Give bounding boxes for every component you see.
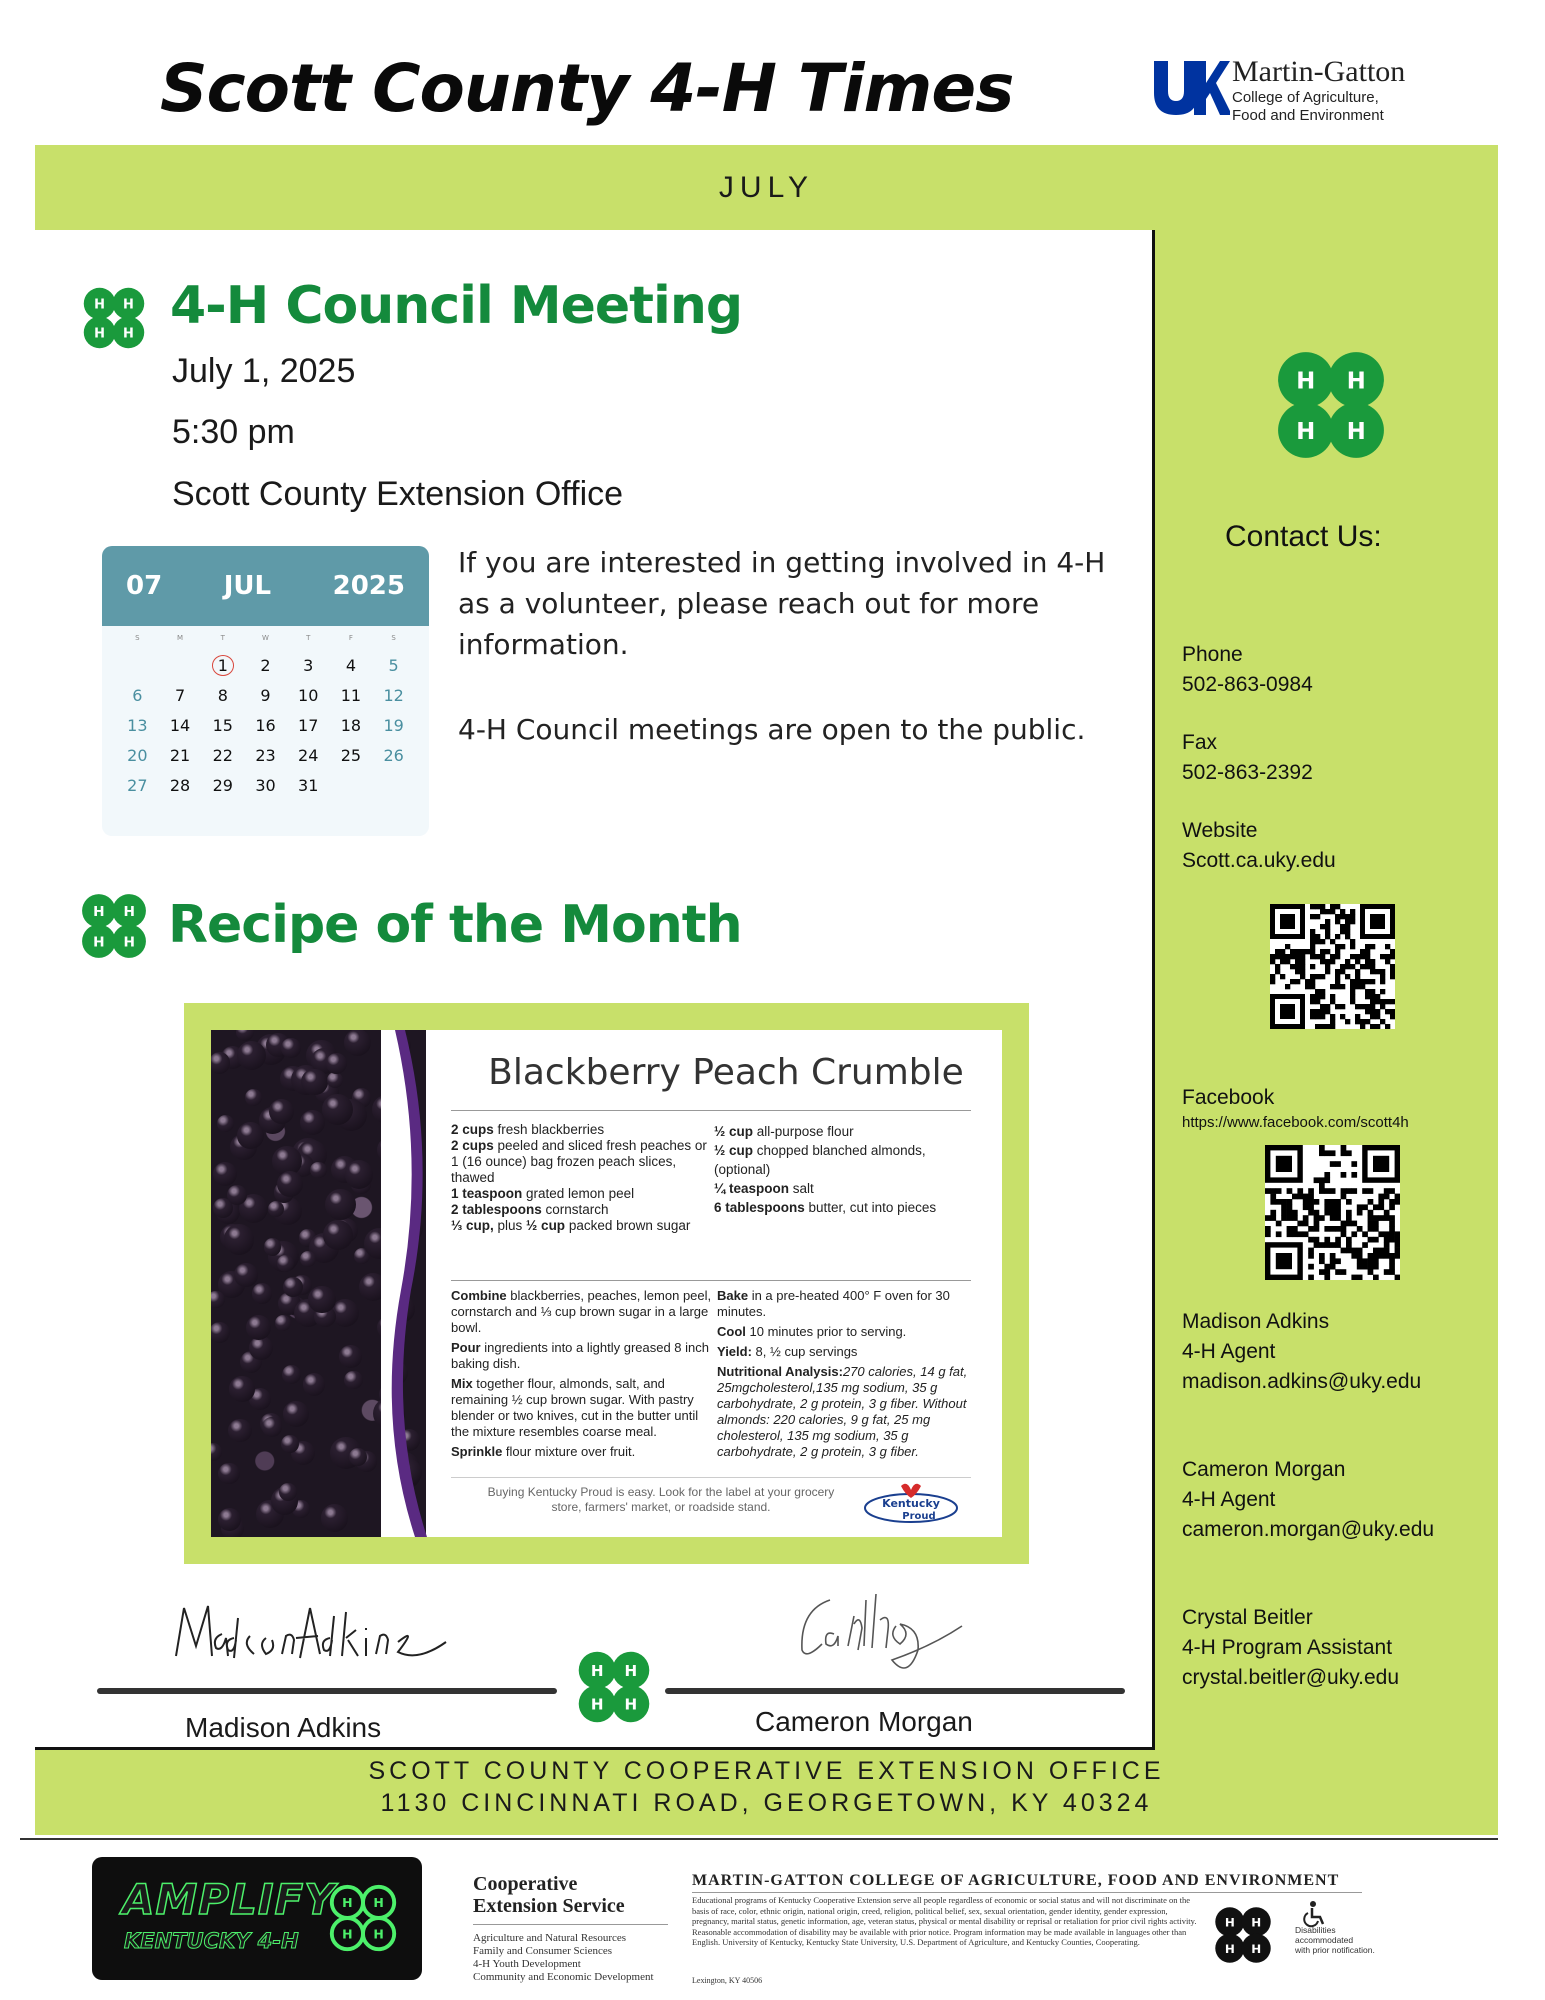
- berry-drupelet: [237, 1041, 266, 1070]
- calendar-day: 8: [217, 686, 228, 705]
- ingredient: ⅓ cup, plus: [451, 1218, 527, 1233]
- calendar-day: 30: [255, 776, 276, 795]
- website-qr-code[interactable]: [1270, 904, 1395, 1029]
- recipe-step: Yield: 8, ½ cup servings: [717, 1344, 858, 1359]
- facebook-label: Facebook: [1182, 1086, 1275, 1109]
- disabilities-note: [1295, 1925, 1375, 1955]
- signature-line-left: [97, 1688, 557, 1694]
- berry-drupelet: [264, 1238, 281, 1255]
- calendar-day: 7: [174, 686, 186, 705]
- calendar-weekday: T: [306, 634, 311, 642]
- recipe-step: Bake in a pre-heated 400° F oven for 30 minutes.: [717, 1288, 950, 1319]
- calendar-day: 5: [388, 656, 399, 675]
- berry-drupelet: [211, 1052, 230, 1073]
- dis-line3: with prior notification.: [1295, 1945, 1375, 1955]
- meeting-date: July 1, 2025: [172, 352, 356, 390]
- berry-drupelet: [246, 1315, 271, 1340]
- berry-drupelet: [218, 1463, 240, 1485]
- calendar-day: 16: [255, 716, 276, 735]
- berry-drupelet: [236, 1030, 254, 1041]
- ces-rule: [473, 1924, 668, 1925]
- recipe-step: Combine blackberries, peaches, lemon peel, cornstarch and ⅓ cup brown sugar in a large bowl.: [451, 1288, 712, 1335]
- calendar-day: 20: [127, 746, 148, 765]
- nutrition-label: Nutritional Analysis:: [717, 1364, 843, 1379]
- svg-text:H: H: [123, 904, 135, 921]
- ces-program: 4-H Youth Development: [473, 1958, 581, 1970]
- dis-line1: Disabilities: [1295, 1925, 1336, 1935]
- contact-facebook: [1182, 1083, 1409, 1133]
- open-meeting-paragraph: 4-H Council meetings are open to the public.: [458, 713, 1086, 746]
- calendar-weekday: F: [348, 634, 353, 642]
- calendar-day: [159, 654, 202, 678]
- svg-text:H: H: [342, 1895, 353, 1911]
- volunteer-paragraph: If you are interested in getting involved in 4-H as a volunteer, please reach out for more information.: [458, 546, 1106, 661]
- recipe-title: Blackberry Peach Crumble: [488, 1052, 964, 1093]
- berry-drupelet: [281, 1435, 299, 1453]
- ky-proud-word-2: Proud: [902, 1511, 936, 1522]
- svg-text:H: H: [1224, 1915, 1235, 1930]
- svg-text:H: H: [93, 934, 105, 951]
- ingredient: 2 cups peeled and sliced fresh peaches or 1 (16 ounce) bag frozen peach slices, thawed: [451, 1138, 707, 1185]
- meeting-location: Scott County Extension Office: [172, 475, 624, 513]
- svg-text:H: H: [624, 1662, 638, 1681]
- calendar-day: 31: [298, 776, 319, 795]
- berry-drupelet: [344, 1030, 371, 1056]
- svg-text:H: H: [94, 297, 106, 313]
- berry-drupelet: [224, 1224, 254, 1254]
- svg-text:H: H: [1346, 368, 1366, 395]
- person-role: 4-H Agent: [1182, 1488, 1276, 1511]
- signature-name-right: Cameron Morgan: [755, 1706, 973, 1737]
- calendar-weekday: T: [220, 634, 225, 642]
- ky-proud-word-1: Kentucky: [882, 1497, 940, 1510]
- calendar-day: 17: [298, 716, 319, 735]
- calendar-day: 15: [212, 716, 233, 735]
- recipe-section-title: Recipe of the Month: [168, 895, 742, 955]
- berry-drupelet: [245, 1089, 262, 1106]
- svg-text:H: H: [624, 1695, 638, 1714]
- recipe-title-rule: [451, 1110, 971, 1111]
- berry-drupelet: [211, 1443, 222, 1462]
- svg-text:H: H: [1346, 419, 1366, 446]
- svg-text:H: H: [122, 297, 134, 313]
- mg-location: Lexington, KY 40506: [692, 1976, 763, 1985]
- recipe-step: Cool 10 minutes prior to serving.: [717, 1324, 907, 1339]
- berry-drupelet: [277, 1255, 294, 1272]
- calendar-day: 3: [303, 656, 314, 675]
- calendar-day: 23: [255, 746, 276, 765]
- person-role: 4-H Program Assistant: [1182, 1636, 1393, 1659]
- website-label: Website: [1182, 819, 1258, 842]
- office-name: SCOTT COUNTY COOPERATIVE EXTENSION OFFICE: [368, 1757, 1165, 1785]
- berry-drupelet: [327, 1072, 343, 1088]
- calendar-weekday: S: [391, 634, 396, 642]
- person-email[interactable]: crystal.beitler@uky.edu: [1182, 1666, 1400, 1689]
- svg-text:H: H: [94, 326, 106, 342]
- uk-mark-icon: [1150, 55, 1230, 121]
- calendar-day: 2: [260, 656, 271, 675]
- facebook-link[interactable]: https://www.facebook.com/scott4h: [1182, 1114, 1409, 1131]
- berry-drupelet: [326, 1053, 347, 1074]
- uk-logo: [1150, 55, 1450, 125]
- uk-logo-sub-line1: College of Agriculture,: [1232, 89, 1379, 106]
- calendar-day: 28: [169, 776, 191, 795]
- person-name: Crystal Beitler: [1182, 1606, 1313, 1629]
- berry-drupelet: [300, 1251, 316, 1267]
- berry-drupelet: [281, 1038, 301, 1058]
- berry-drupelet: [322, 1094, 353, 1125]
- berry-drupelet: [277, 1171, 303, 1197]
- madison-signature-image: [170, 1598, 460, 1668]
- calendar-weekday: S: [135, 634, 140, 642]
- calendar-day: 6: [132, 686, 143, 705]
- calendar-day: 12: [383, 686, 404, 705]
- berry-drupelet: [303, 1373, 326, 1396]
- berry-drupelet: [321, 1504, 349, 1532]
- ingredient: 1 teaspoon grated lemon peel: [451, 1186, 635, 1201]
- office-address-block: [35, 1755, 1498, 1819]
- ingredient: ½ cup chopped blanched almonds, (optional): [714, 1143, 926, 1177]
- clover-icon: [1210, 1902, 1276, 1968]
- uk-logo-sub-line2: Food and Environment: [1232, 107, 1384, 124]
- berry-drupelet: [282, 1365, 301, 1384]
- berry-drupelet: [283, 1401, 309, 1427]
- qr-code-graphic: [1265, 1145, 1400, 1280]
- ingredients-right: [714, 1122, 984, 1217]
- calendar-header: [102, 546, 429, 626]
- berry-drupelet: [234, 1263, 257, 1286]
- svg-text:H: H: [342, 1926, 353, 1942]
- svg-text:H: H: [123, 934, 135, 951]
- berry-drupelet: [229, 1376, 254, 1401]
- calendar-day: 19: [383, 716, 404, 735]
- calendar-day: 9: [260, 686, 271, 705]
- clover-icon: [324, 1879, 402, 1957]
- clover-icon: [76, 888, 152, 964]
- ces-program-list: [473, 1932, 654, 1984]
- berry-drupelet: [310, 1162, 326, 1178]
- amplify-kentucky-4h-logo: [92, 1857, 422, 1980]
- ingredient: ¼ teaspoon salt: [714, 1181, 814, 1196]
- clover-icon: [1268, 342, 1394, 468]
- calendar-grid: [102, 626, 429, 798]
- steps-right: [717, 1288, 977, 1464]
- recipe-bottom-rule: [451, 1477, 971, 1478]
- svg-text:H: H: [1296, 419, 1316, 446]
- ces-title: [473, 1873, 625, 1917]
- berry-drupelet: [339, 1345, 362, 1368]
- calendar-day: 10: [298, 686, 319, 705]
- recipe-card-frame: [184, 1003, 1029, 1564]
- mg-rule: [692, 1892, 1362, 1893]
- nutrition-text: 270 calories, 14 g fat, 25mgcholesterol,135 mg sodium, 35 g carbohydrate, 2 g protein, 3 g fiber. Without almonds: 220 calories, 9 g fat, 25 mg cholesterol, 135 mg sodium, 35 g carbohydrate, 2 g protein, 3 g fiber.: [717, 1364, 968, 1459]
- ingredient: 6 tablespoons butter, cut into pieces: [714, 1200, 937, 1215]
- phone-label: Phone: [1182, 643, 1243, 666]
- cameron-signature-image: [790, 1590, 990, 1670]
- recipe-card: [211, 1030, 1002, 1537]
- berry-drupelet: [344, 1371, 362, 1389]
- svg-text:H: H: [373, 1895, 384, 1911]
- ces-title-line1: Cooperative: [473, 1873, 578, 1895]
- uk-logo-subtitle: [1232, 89, 1384, 125]
- calendar-day: 1: [201, 654, 244, 678]
- footer-rule: [20, 1838, 1498, 1840]
- clover-icon: [572, 1645, 656, 1729]
- recipe-step: Pour ingredients into a lightly greased 8 inch baking dish.: [451, 1340, 709, 1371]
- calendar-day: 22: [212, 746, 233, 765]
- contact-website: [1182, 816, 1336, 876]
- facebook-qr-code[interactable]: [1265, 1145, 1400, 1280]
- calendar-day: 26: [383, 746, 404, 765]
- ingredient: 2 tablespoons cornstarch: [451, 1202, 609, 1217]
- ces-program: Family and Consumer Sciences: [473, 1945, 613, 1957]
- person-email[interactable]: cameron.morgan@uky.edu: [1182, 1518, 1435, 1541]
- calendar-graphic: [102, 546, 429, 836]
- calendar-month-name: JUL: [223, 571, 272, 601]
- wheelchair-icon: [1300, 1900, 1328, 1928]
- calendar-day: 14: [169, 716, 191, 735]
- ces-program: Community and Economic Development: [473, 1971, 654, 1983]
- council-meeting-title: 4-H Council Meeting: [170, 276, 743, 336]
- recipe-step: Sprinkle flour mixture over fruit.: [451, 1444, 636, 1459]
- berry-drupelet: [269, 1099, 294, 1124]
- contact-phone: [1182, 640, 1313, 700]
- berry-drupelet: [217, 1115, 234, 1132]
- person-name: Cameron Morgan: [1182, 1458, 1346, 1481]
- berry-drupelet: [252, 1283, 273, 1304]
- qr-code-graphic: [1270, 904, 1395, 1029]
- calendar-day: 29: [212, 776, 233, 795]
- berry-drupelet: [349, 1448, 367, 1466]
- calendar-day: 25: [340, 746, 362, 765]
- month-banner: JULY: [718, 170, 815, 204]
- berry-drupelet: [211, 1322, 230, 1343]
- phone-number[interactable]: 502-863-0984: [1182, 673, 1313, 696]
- calendar-day: 11: [340, 686, 362, 705]
- fax-label: Fax: [1182, 731, 1218, 754]
- calendar-day: 13: [127, 716, 148, 735]
- dis-line2: accommodated: [1295, 1935, 1354, 1945]
- contact-person-1: [1182, 1307, 1421, 1397]
- ces-program: Agriculture and Natural Resources: [473, 1932, 627, 1944]
- berry-drupelet: [237, 1122, 264, 1149]
- recipe-step: Mix together flour, almonds, salt, and remaining ½ cup brown sugar. With pastry blender or two knives, cut in the butter until the mixture resembles coarse meal.: [451, 1376, 699, 1439]
- berry-drupelet: [227, 1185, 247, 1205]
- berry-drupelet: [323, 1220, 354, 1251]
- calendar-day: 24: [298, 746, 319, 765]
- newsletter-title: Scott County 4-H Times: [160, 50, 1014, 127]
- person-name: Madison Adkins: [1182, 1310, 1330, 1333]
- uk-logo-name: Martin-Gatton: [1232, 55, 1406, 88]
- martin-gatton-title: MARTIN-GATTON COLLEGE OF AGRICULTURE, FOOD AND ENVIRONMENT: [692, 1872, 1340, 1889]
- calendar-weekday: W: [262, 634, 269, 642]
- calendar-weekday: M: [177, 634, 184, 642]
- recipe-mid-rule: [451, 1280, 971, 1281]
- svg-text:H: H: [1224, 1941, 1235, 1956]
- berry-drupelet: [211, 1291, 225, 1308]
- berry-drupelet: [275, 1315, 291, 1331]
- berry-drupelet: [301, 1069, 328, 1096]
- berry-drupelet: [325, 1189, 356, 1220]
- svg-text:H: H: [1251, 1915, 1262, 1930]
- contact-fax: [1182, 728, 1313, 788]
- contact-person-2: [1182, 1455, 1434, 1545]
- berry-drupelet: [262, 1417, 282, 1437]
- contact-title: Contact Us:: [1225, 520, 1382, 553]
- meeting-time: 5:30 pm: [172, 413, 295, 451]
- svg-text:H: H: [1251, 1941, 1262, 1956]
- person-email[interactable]: madison.adkins@uky.edu: [1182, 1370, 1422, 1393]
- ingredient: ½ cup all-purpose flour: [714, 1124, 854, 1139]
- contact-person-3: [1182, 1603, 1399, 1693]
- purple-curve-decoration: [381, 1030, 441, 1537]
- calendar-day: 27: [127, 776, 148, 795]
- fax-number: 502-863-2392: [1182, 761, 1313, 784]
- calendar-day: 18: [340, 716, 362, 735]
- calendar-year: 2025: [332, 571, 405, 601]
- nondiscrimination-statement: Educational programs of Kentucky Cooperative Extension serve all people regardless of economic or social status and will not discriminate on the basis of race, color, ethnic origin, national origin, creed, religion, political belief, sex, sexual orientation, gender identity, gender expression, pregnancy, marital status, genetic information, age, veteran status, physical or mental disability or reprisal or retaliation for prior civil rights activity. Reasonable accommodation of disability may be available with prior notice. Program information may be made available in languages other than English. University of Kentucky, Kentucky State University, U.S. Department of Agriculture, and Kentucky Counties, Cooperating.: [692, 1895, 1197, 1947]
- berry-drupelet: [268, 1201, 284, 1217]
- svg-text:H: H: [590, 1662, 604, 1681]
- ingredients-left: [451, 1122, 716, 1234]
- office-address: 1130 CINCINNATI ROAD, GEORGETOWN, KY 40324: [380, 1789, 1153, 1817]
- svg-text:H: H: [1296, 368, 1316, 395]
- kentucky-proud-note: Buying Kentucky Proud is easy. Look for the label at your grocery store, farmers' market, or roadside stand.: [487, 1485, 835, 1514]
- website-link[interactable]: Scott.ca.uky.edu: [1182, 849, 1336, 872]
- ingredient: ½ cup packed brown sugar: [526, 1218, 691, 1233]
- amplify-word: AMPLIFY: [122, 1875, 336, 1924]
- steps-left: [451, 1288, 714, 1464]
- person-role: 4-H Agent: [1182, 1340, 1276, 1363]
- ingredient: 2 cups fresh blackberries: [451, 1122, 605, 1137]
- calendar-month-number: 07: [126, 571, 163, 601]
- svg-text:H: H: [122, 326, 134, 342]
- svg-text:H: H: [373, 1926, 384, 1942]
- calendar-day: 21: [169, 746, 191, 765]
- amplify-subtitle: KENTUCKY 4-H: [124, 1929, 299, 1953]
- calendar-day: [116, 654, 159, 678]
- kentucky-proud-logo: [861, 1480, 961, 1524]
- signature-line-right: [665, 1688, 1125, 1694]
- svg-text:H: H: [93, 904, 105, 921]
- berry-drupelet: [213, 1162, 237, 1186]
- signature-name-left: Madison Adkins: [185, 1712, 382, 1743]
- ces-title-line2: Extension Service: [473, 1895, 625, 1917]
- berry-drupelet: [345, 1160, 374, 1189]
- berry-drupelet: [228, 1419, 252, 1443]
- nutrition-analysis: [717, 1364, 977, 1460]
- calendar-day: 4: [345, 656, 357, 675]
- clover-icon: [78, 282, 150, 354]
- svg-text:H: H: [590, 1695, 604, 1714]
